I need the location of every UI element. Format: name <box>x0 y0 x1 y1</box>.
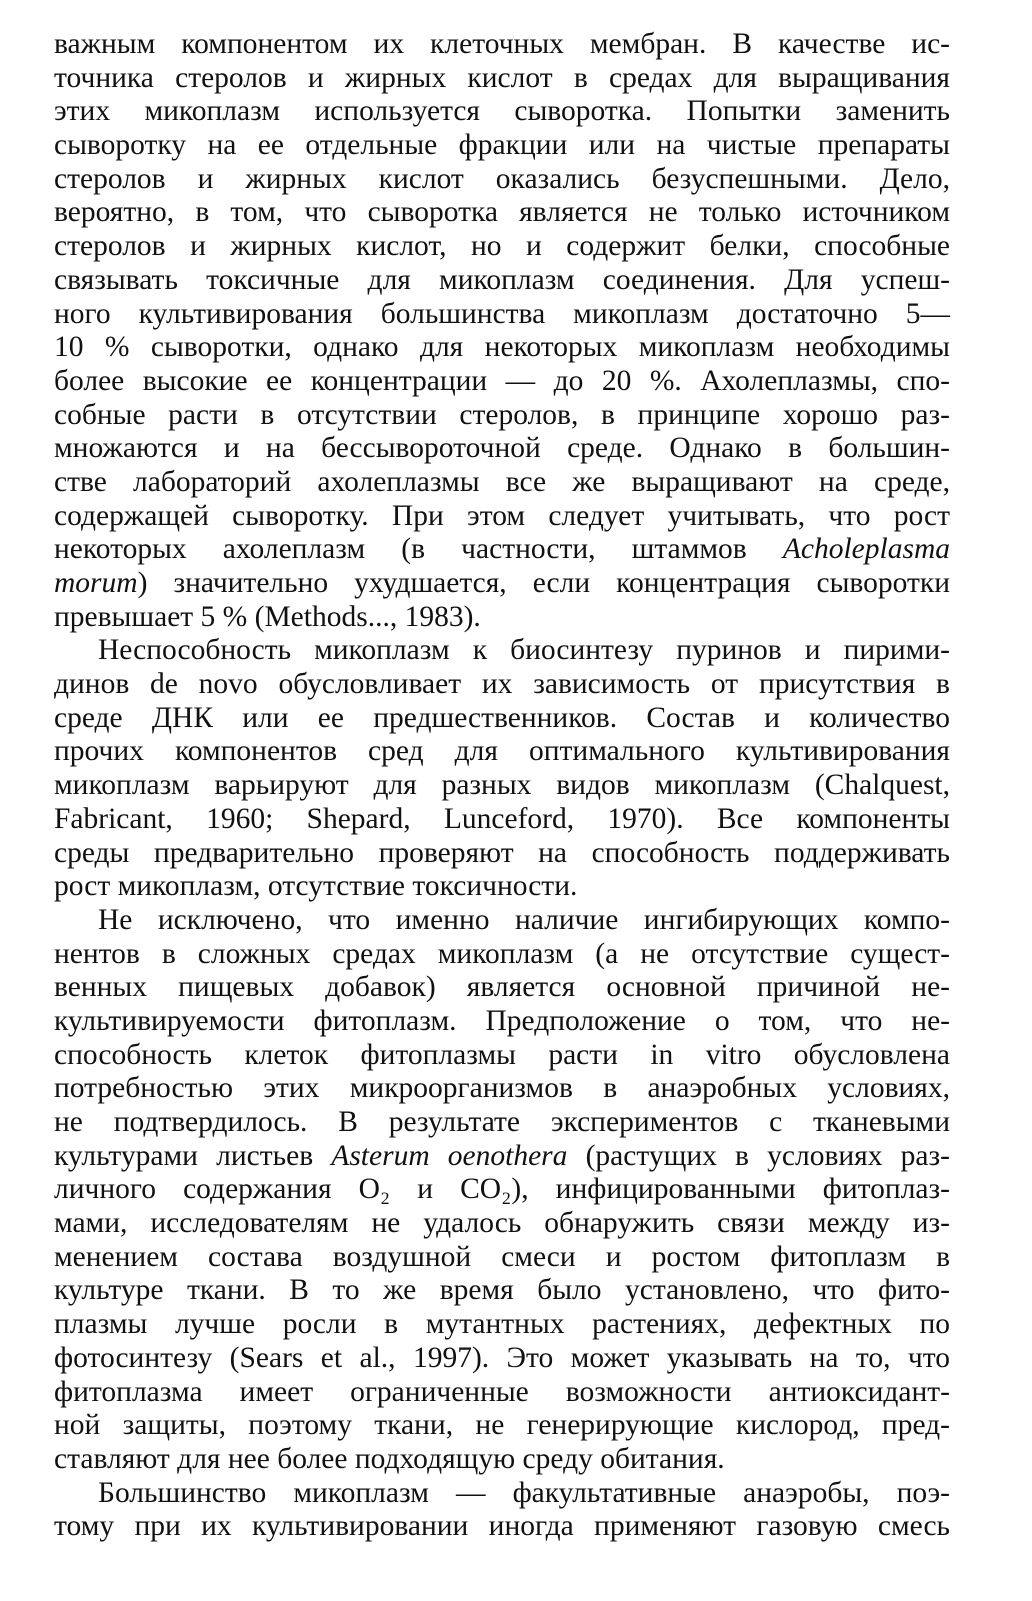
text-line: стве лабораторий ахолеплазмы все же выращивают на среде, <box>54 465 950 498</box>
text-line: сыворотку на ее отдельные фракции или на чистые препараты <box>54 129 950 162</box>
paragraph-4 <box>54 1477 950 1544</box>
text-line: содержащей сыворотку. При этом следует учитывать, что рост <box>54 499 950 532</box>
text-line: микоплазм варьируют для разных видов микоплазм (Chalquest, <box>54 769 950 802</box>
text-line: менением состава воздушной смеси и ростом фитоплазм в <box>54 1240 950 1273</box>
text-line: личного содержания O₂ и CO₂), инфицированными фитоплаз- <box>54 1173 950 1206</box>
text-line: Fabricant, 1960; Shepard, Lunceford, 1970). Все компоненты <box>54 802 950 835</box>
text-line: вероятно, в том, что сыворотка является не только источником <box>54 196 950 229</box>
text-line: превышает 5 % (Methods..., 1983). <box>54 600 481 633</box>
text-line: венных пищевых добавок) является основной причиной не- <box>54 971 950 1004</box>
paragraph-2 <box>54 634 950 904</box>
species-name: Asterum oenothera <box>331 1139 568 1172</box>
text-line: важным компонентом их клеточных мембран. В качестве ис- <box>54 28 950 60</box>
text-line: этих микоплазм используется сыворотка. Попытки заменить <box>54 95 950 128</box>
document-page <box>54 28 950 1544</box>
text-line: стеролов и жирных кислот оказались безуспешными. Дело, <box>54 162 950 195</box>
paragraph-1 <box>54 28 950 634</box>
text-line: не подтвердилось. В результате экспериментов с тканевыми <box>54 1106 950 1138</box>
text-line: плазмы лучше росли в мутантных растениях, дефектных по <box>54 1308 950 1341</box>
text-line: стеролов и жирных кислот, но и содержит белки, способные <box>54 230 950 263</box>
text-line: культивируемости фитоплазм. Предположение о том, что не- <box>54 1004 950 1037</box>
text-line: Неспособность микоплазм к биосинтезу пуринов и пирими- <box>98 634 950 667</box>
text-line: нентов в сложных средах микоплазм (а не отсутствие сущест- <box>54 937 950 970</box>
text-line: ной защиты, поэтому ткани, не генерирующие кислород, пред- <box>54 1409 950 1442</box>
text-line: 10 % сыворотки, однако для некоторых микоплазм необходимы <box>54 331 950 364</box>
species-name: Acholeplasma <box>782 533 950 566</box>
text-line: множаются и на бессывороточной среде. Однако в большин- <box>54 432 950 465</box>
text-line-with-italic: культурами листьев Asterum oenothera (растущих в условиях раз- <box>54 1139 950 1172</box>
text-line: точника стеролов и жирных кислот в средах для выращивания <box>54 61 950 94</box>
text-line: способность клеток фитоплазмы расти in vitro обусловлена <box>54 1038 950 1071</box>
text-line: динов de novo обусловливает их зависимость от присутствия в <box>54 668 950 701</box>
text-line: собные расти в отсутствии стеролов, в принципе хорошо раз- <box>54 398 950 431</box>
species-name: morum <box>54 567 138 599</box>
text-line: ного культивирования большинства микоплазм достаточно 5— <box>54 297 950 330</box>
text-line: культуре ткани. В то же время было установлено, что фито- <box>54 1274 950 1307</box>
text-line-with-italic: некоторых ахолеплазм (в частности, штаммов Acholeplasma <box>54 533 950 566</box>
text-line: Большинство микоплазм — факультативные анаэробы, поэ- <box>98 1476 950 1509</box>
text-line: мами, исследователям не удалось обнаружить связи между из- <box>54 1207 950 1240</box>
text-line: более высокие ее концентрации — до 20 %. Ахолеплазмы, спо- <box>54 364 950 397</box>
text-line: связывать токсичные для микоплазм соединения. Для успеш- <box>54 263 950 296</box>
text-line: среды предварительно проверяют на способность поддерживать <box>54 836 950 869</box>
text-line: прочих компонентов сред для оптимального культивирования <box>54 735 950 768</box>
text-line: рост микоплазм, отсутствие токсичности. <box>54 870 578 903</box>
text-line: потребностью этих микроорганизмов в анаэробных условиях, <box>54 1072 950 1105</box>
text-line-with-italic: morum) значительно ухудшается, если концентрация сыворотки <box>54 567 950 599</box>
text-line: ставляют для нее более подходящую среду обитания. <box>54 1442 725 1475</box>
text-line: фотосинтезу (Sears et al., 1997). Это может указывать на то, что <box>54 1341 950 1374</box>
paragraph-3 <box>54 904 950 1477</box>
text-line: тому при их культивировании иногда применяют газовую смесь <box>54 1510 950 1543</box>
text-line: среде ДНК или ее предшественников. Состав и количество <box>54 701 950 734</box>
text-line: Не исключено, что именно наличие ингибирующих компо- <box>98 903 950 936</box>
text-line: фитоплазма имеет ограниченные возможности антиоксидант- <box>54 1375 950 1408</box>
